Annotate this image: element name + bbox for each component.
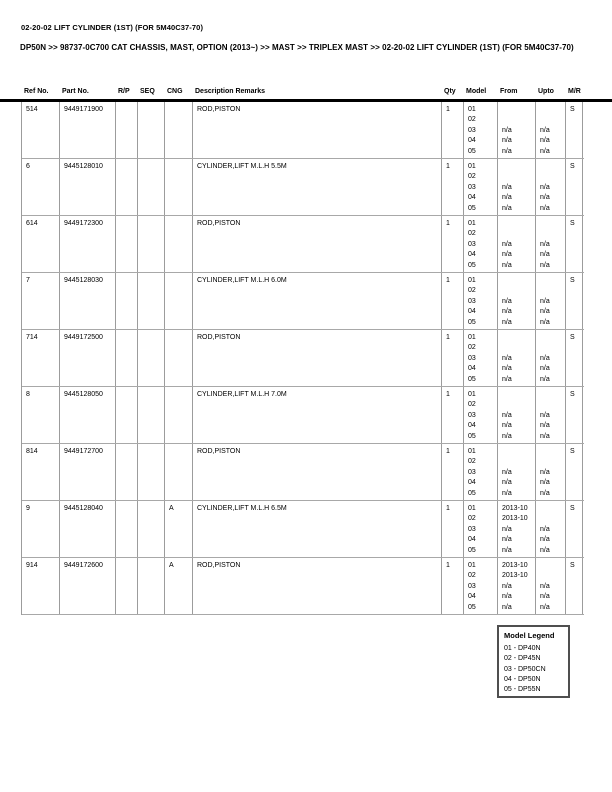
cell-line: [540, 219, 565, 229]
cell-line: 01: [468, 448, 476, 455]
description-cell: ROD,PISTON: [193, 444, 442, 500]
cell-line: 05: [468, 375, 476, 383]
cell-line: [502, 343, 535, 353]
table-row: [22, 387, 584, 444]
model-cell: [464, 216, 498, 272]
cell-line: 03: [468, 297, 476, 305]
cell-line: 02: [468, 173, 476, 181]
cell-line: [502, 457, 535, 467]
model-legend-item: 04 - DP50N: [504, 675, 541, 683]
model-legend-item: 02 - DP45N: [504, 655, 541, 663]
cell-line: [540, 457, 565, 467]
cell-line: n/a: [502, 318, 512, 326]
cell-line: 2013-10: [502, 515, 528, 523]
cell-line: n/a: [502, 479, 512, 487]
from-cell: [498, 216, 536, 272]
cng-cell: [165, 387, 193, 443]
cell-line: [540, 343, 565, 353]
cell-line: n/a: [502, 489, 512, 497]
cng-cell: [165, 159, 193, 215]
part-no-cell: 9449172300: [60, 216, 116, 272]
cell-line: 03: [468, 354, 476, 362]
cell-line: [502, 229, 535, 239]
cell-line: 02: [468, 344, 476, 352]
cell-line: n/a: [540, 183, 550, 191]
qty-cell: 1: [442, 387, 464, 443]
cell-line: [540, 561, 565, 571]
cell-line: 01: [468, 277, 476, 284]
seq-cell: [138, 501, 165, 557]
cell-line: n/a: [502, 375, 512, 383]
cell-line: n/a: [540, 308, 550, 316]
part-no-cell: 9449172600: [60, 558, 116, 614]
rp-cell: [116, 387, 138, 443]
table-row: [22, 102, 584, 159]
cell-line: 04: [468, 365, 476, 373]
cell-line: [502, 276, 535, 286]
model-legend-box: [497, 625, 570, 698]
rp-cell: [116, 273, 138, 329]
rp-cell: [116, 558, 138, 614]
rp-cell: [116, 216, 138, 272]
table-row: [22, 330, 584, 387]
cell-line: [540, 172, 565, 182]
qty-cell: 1: [442, 159, 464, 215]
description-cell: ROD,PISTON: [193, 558, 442, 614]
qty-cell: 1: [442, 330, 464, 386]
table-header-row: [21, 88, 583, 95]
cell-line: 05: [468, 318, 476, 326]
ref-no-cell: 7: [22, 273, 60, 329]
cell-line: 01: [468, 106, 476, 113]
cell-line: 05: [468, 432, 476, 440]
description-cell: CYLINDER,LIFT M.L.H 7.0M: [193, 387, 442, 443]
rp-cell: [116, 330, 138, 386]
cell-line: [502, 105, 535, 115]
cng-cell: A: [165, 558, 193, 614]
from-cell: [498, 273, 536, 329]
cell-line: 2013-10: [502, 572, 528, 580]
cell-line: n/a: [502, 308, 512, 316]
cng-cell: [165, 216, 193, 272]
cng-cell: [165, 273, 193, 329]
upto-cell: [536, 216, 566, 272]
cell-line: n/a: [502, 468, 512, 476]
cell-line: n/a: [502, 432, 512, 440]
cell-line: [502, 400, 535, 410]
ref-no-cell: 9: [22, 501, 60, 557]
cell-line: n/a: [540, 137, 550, 145]
seq-cell: [138, 159, 165, 215]
from-cell: [498, 501, 536, 557]
cell-line: n/a: [502, 546, 512, 554]
col-header-mr: M/R: [568, 88, 581, 95]
seq-cell: [138, 216, 165, 272]
col-header-from: From: [500, 88, 518, 95]
cell-line: n/a: [502, 147, 512, 155]
cell-line: 2013-10: [502, 562, 528, 569]
cell-line: 02: [468, 287, 476, 295]
col-header-description: Description Remarks: [195, 88, 266, 95]
cell-line: n/a: [502, 297, 512, 305]
qty-cell: 1: [442, 444, 464, 500]
from-cell: [498, 444, 536, 500]
col-header-rp: R/P: [118, 88, 130, 95]
from-cell: [498, 558, 536, 614]
cell-line: 2013-10: [502, 505, 528, 512]
cell-line: 03: [468, 126, 476, 134]
cng-cell: [165, 444, 193, 500]
seq-cell: [138, 444, 165, 500]
cell-line: [540, 571, 565, 581]
cell-line: n/a: [540, 147, 550, 155]
upto-cell: [536, 102, 566, 158]
ref-no-cell: 714: [22, 330, 60, 386]
description-cell: CYLINDER,LIFT M.L.H 6.0M: [193, 273, 442, 329]
cell-line: n/a: [540, 432, 550, 440]
table-row: [22, 273, 584, 330]
model-cell: [464, 330, 498, 386]
mr-cell: S: [566, 216, 583, 272]
upto-cell: [536, 558, 566, 614]
cell-line: 03: [468, 183, 476, 191]
cell-line: n/a: [540, 126, 550, 134]
cell-line: n/a: [502, 261, 512, 269]
cell-line: n/a: [540, 354, 550, 362]
description-cell: ROD,PISTON: [193, 102, 442, 158]
cell-line: 05: [468, 603, 476, 611]
breadcrumb: DP50N >> 98737-0C700 CAT CHASSIS, MAST, OPTION (2013~) >> MAST >> TRIPLEX MAST >> 02-20-02 LIFT CYLINDER (1ST) (FOR 5M40C37-70): [20, 43, 574, 52]
cell-line: n/a: [502, 411, 512, 419]
seq-cell: [138, 102, 165, 158]
cell-line: 05: [468, 204, 476, 212]
cell-line: [502, 162, 535, 172]
cell-line: n/a: [540, 251, 550, 259]
qty-cell: 1: [442, 102, 464, 158]
col-header-seq: SEQ: [140, 88, 155, 95]
part-no-cell: 9449172700: [60, 444, 116, 500]
cell-line: n/a: [540, 546, 550, 554]
cell-line: n/a: [502, 422, 512, 430]
cell-line: n/a: [540, 318, 550, 326]
cell-line: 04: [468, 308, 476, 316]
cell-line: n/a: [502, 183, 512, 191]
cell-line: 02: [468, 572, 476, 580]
cell-line: n/a: [502, 525, 512, 533]
cell-line: n/a: [540, 240, 550, 248]
cell-line: 03: [468, 240, 476, 248]
col-header-ref-no: Ref No.: [24, 88, 49, 95]
cell-line: 01: [468, 562, 476, 569]
from-cell: [498, 159, 536, 215]
cell-line: [540, 105, 565, 115]
cell-line: [502, 219, 535, 229]
cell-line: n/a: [502, 582, 512, 590]
table-row: [22, 216, 584, 273]
cell-line: 03: [468, 411, 476, 419]
page-title: 02-20-02 LIFT CYLINDER (1ST) (FOR 5M40C37-70): [21, 23, 204, 32]
mr-cell: S: [566, 102, 583, 158]
cng-cell: A: [165, 501, 193, 557]
cell-line: n/a: [540, 603, 550, 611]
mr-cell: S: [566, 387, 583, 443]
mr-cell: S: [566, 273, 583, 329]
rp-cell: [116, 159, 138, 215]
cell-line: [502, 286, 535, 296]
cell-line: n/a: [540, 194, 550, 202]
cell-line: 02: [468, 401, 476, 409]
model-cell: [464, 273, 498, 329]
cell-line: [540, 447, 565, 457]
table-row: [22, 501, 584, 558]
from-cell: [498, 330, 536, 386]
cell-line: [502, 390, 535, 400]
ref-no-cell: 914: [22, 558, 60, 614]
col-header-qty: Qty: [444, 88, 456, 95]
seq-cell: [138, 387, 165, 443]
seq-cell: [138, 330, 165, 386]
cell-line: 04: [468, 479, 476, 487]
cell-line: [540, 390, 565, 400]
upto-cell: [536, 159, 566, 215]
cell-line: n/a: [540, 593, 550, 601]
model-cell: [464, 102, 498, 158]
col-header-model: Model: [466, 88, 487, 95]
cell-line: 02: [468, 116, 476, 124]
cell-line: n/a: [540, 536, 550, 544]
cell-line: 03: [468, 525, 476, 533]
model-cell: [464, 159, 498, 215]
part-no-cell: 9445128030: [60, 273, 116, 329]
cell-line: n/a: [540, 489, 550, 497]
cell-line: 05: [468, 546, 476, 554]
rp-cell: [116, 444, 138, 500]
cell-line: [540, 276, 565, 286]
description-cell: CYLINDER,LIFT M.L.H 5.5M: [193, 159, 442, 215]
col-header-part-no: Part No.: [62, 88, 89, 95]
ref-no-cell: 614: [22, 216, 60, 272]
mr-cell: S: [566, 501, 583, 557]
cell-line: n/a: [502, 194, 512, 202]
mr-cell: S: [566, 330, 583, 386]
model-legend-item: 03 - DP50CN: [504, 665, 546, 673]
table-row: [22, 444, 584, 501]
description-cell: CYLINDER,LIFT M.L.H 6.5M: [193, 501, 442, 557]
part-no-cell: 9445128050: [60, 387, 116, 443]
cell-line: n/a: [502, 536, 512, 544]
cell-line: n/a: [502, 137, 512, 145]
cell-line: 04: [468, 593, 476, 601]
cell-line: n/a: [540, 525, 550, 533]
col-header-upto: Upto: [538, 88, 554, 95]
model-legend-title: Model Legend: [504, 631, 555, 640]
cell-line: n/a: [540, 582, 550, 590]
cell-line: [540, 504, 565, 514]
table-row: [22, 159, 584, 216]
cell-line: n/a: [502, 251, 512, 259]
upto-cell: [536, 501, 566, 557]
cell-line: n/a: [502, 354, 512, 362]
cell-line: [502, 115, 535, 125]
cell-line: 01: [468, 163, 476, 170]
cell-line: 04: [468, 194, 476, 202]
cng-cell: [165, 330, 193, 386]
cell-line: n/a: [540, 422, 550, 430]
ref-no-cell: 8: [22, 387, 60, 443]
cell-line: [502, 447, 535, 457]
part-no-cell: 9449171900: [60, 102, 116, 158]
cell-line: 04: [468, 137, 476, 145]
cell-line: 02: [468, 458, 476, 466]
cell-line: 02: [468, 230, 476, 238]
cell-line: 01: [468, 220, 476, 227]
cell-line: [502, 172, 535, 182]
seq-cell: [138, 273, 165, 329]
cell-line: n/a: [540, 468, 550, 476]
cell-line: n/a: [540, 204, 550, 212]
cell-line: n/a: [540, 365, 550, 373]
parts-table-body: [21, 102, 584, 615]
cell-line: n/a: [502, 593, 512, 601]
mr-cell: S: [566, 558, 583, 614]
cell-line: 01: [468, 505, 476, 512]
cell-line: 04: [468, 536, 476, 544]
cell-line: 01: [468, 334, 476, 341]
cell-line: n/a: [540, 479, 550, 487]
cell-line: n/a: [502, 240, 512, 248]
cell-line: [540, 514, 565, 524]
rp-cell: [116, 501, 138, 557]
model-legend-item: 05 - DP55N: [504, 686, 541, 694]
mr-cell: S: [566, 444, 583, 500]
cell-line: n/a: [540, 297, 550, 305]
cell-line: [540, 229, 565, 239]
cell-line: n/a: [502, 603, 512, 611]
seq-cell: [138, 558, 165, 614]
cell-line: 04: [468, 422, 476, 430]
cell-line: [540, 333, 565, 343]
model-cell: [464, 444, 498, 500]
cell-line: n/a: [502, 365, 512, 373]
model-cell: [464, 501, 498, 557]
cng-cell: [165, 102, 193, 158]
model-legend-items: [499, 644, 568, 695]
cell-line: [540, 286, 565, 296]
upto-cell: [536, 330, 566, 386]
from-cell: [498, 387, 536, 443]
cell-line: [502, 333, 535, 343]
upto-cell: [536, 273, 566, 329]
cell-line: 04: [468, 251, 476, 259]
qty-cell: 1: [442, 501, 464, 557]
col-header-cng: CNG: [167, 88, 183, 95]
part-no-cell: 9445128010: [60, 159, 116, 215]
cell-line: [540, 400, 565, 410]
cell-line: n/a: [540, 411, 550, 419]
part-no-cell: 9445128040: [60, 501, 116, 557]
cell-line: 02: [468, 515, 476, 523]
qty-cell: 1: [442, 216, 464, 272]
cell-line: 05: [468, 261, 476, 269]
table-row: [22, 558, 584, 615]
cell-line: n/a: [540, 261, 550, 269]
qty-cell: 1: [442, 558, 464, 614]
model-legend-item: 01 - DP40N: [504, 645, 541, 652]
upto-cell: [536, 444, 566, 500]
cell-line: n/a: [540, 375, 550, 383]
ref-no-cell: 814: [22, 444, 60, 500]
cell-line: 03: [468, 582, 476, 590]
mr-cell: S: [566, 159, 583, 215]
cell-line: 05: [468, 147, 476, 155]
rp-cell: [116, 102, 138, 158]
qty-cell: 1: [442, 273, 464, 329]
description-cell: ROD,PISTON: [193, 216, 442, 272]
model-cell: [464, 558, 498, 614]
cell-line: [540, 162, 565, 172]
ref-no-cell: 514: [22, 102, 60, 158]
part-no-cell: 9449172500: [60, 330, 116, 386]
cell-line: n/a: [502, 126, 512, 134]
from-cell: [498, 102, 536, 158]
cell-line: n/a: [502, 204, 512, 212]
upto-cell: [536, 387, 566, 443]
cell-line: 05: [468, 489, 476, 497]
cell-line: 03: [468, 468, 476, 476]
description-cell: ROD,PISTON: [193, 330, 442, 386]
model-cell: [464, 387, 498, 443]
cell-line: [540, 115, 565, 125]
cell-line: 01: [468, 391, 476, 398]
ref-no-cell: 6: [22, 159, 60, 215]
